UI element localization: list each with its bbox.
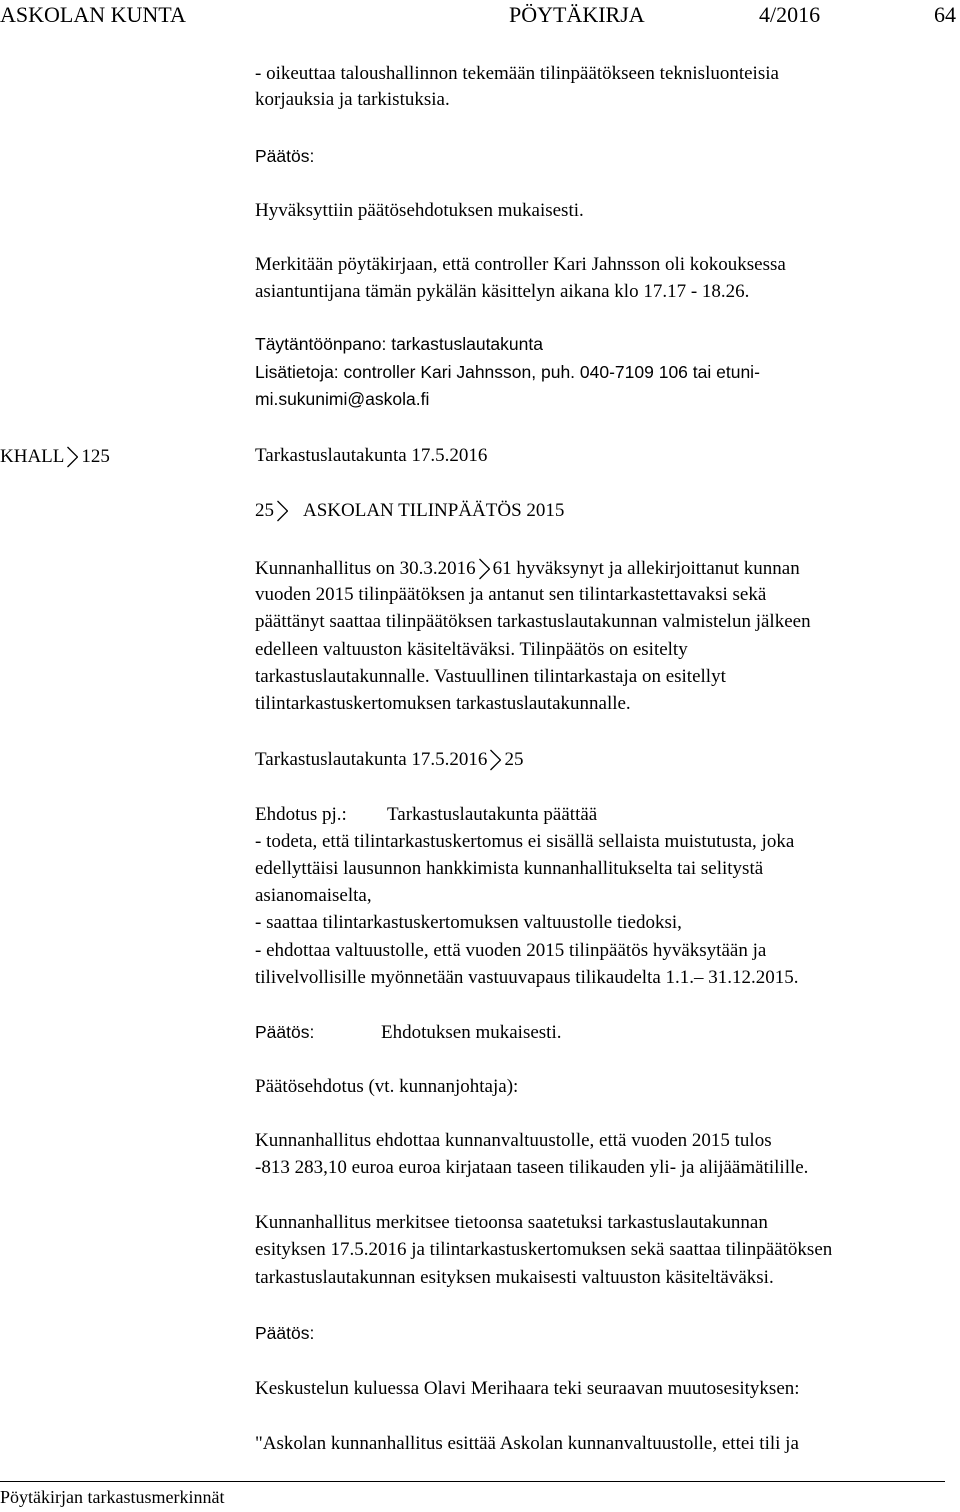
decision-label: Päätös: [255,146,315,166]
section-sign-icon [479,558,490,580]
board-para-text: 61 hyväksynyt ja allekirjoittanut kunnan [492,558,800,579]
paragraph-line: -813 283,10 euroa euroa kirjataan taseen tilikauden yli- ja alijäämätilille. [255,1157,809,1178]
proposal-line: asianomaiselta, [255,885,372,906]
board-meeting: Tarkastuslautakunta 17.5.2016 [255,445,488,466]
paragraph-line: tarkastuslautakunnan esityksen mukaisesti valtuuston käsiteltäväksi. [255,1267,774,1288]
header-page-number: 64 [934,2,956,27]
paragraph-line: Kunnanhallitus merkitsee tietoonsa saatetuksi tarkastuslautakunnan [255,1212,768,1233]
discussion-line: Keskustelun kuluessa Olavi Merihaara teki seuraavan muutosesityksen: [255,1378,800,1399]
agenda-item-title [255,500,564,522]
decision-text: Hyväksyttiin päätösehdotuksen mukaisesti. [255,200,584,221]
proposal-label: Päätösehdotus (vt. kunnanjohtaja): [255,1076,519,1097]
note-line: asiantuntijana tämän pykälän käsittelyn aikana klo 17.17 - 18.26. [255,281,750,302]
board-para-line: vuoden 2015 tilinpäätöksen ja antanut sen tilintarkastettavaksi sekä [255,584,767,605]
header-doc-type: PÖYTÄKIRJA [509,2,645,27]
board-para-line: tarkastuslautakunnalle. Vastuullinen tilintarkastaja on esitellyt [255,666,726,687]
reference-line [255,749,523,771]
reference-text: Tarkastuslautakunta 17.5.2016 [255,749,488,770]
body-line: korjauksia ja tarkistuksia. [255,89,450,110]
section-header [0,446,110,468]
proposal-label: Ehdotus pj.: [255,804,347,825]
info-line: Lisätietoja: controller Kari Jahnsson, puh. 040-7109 106 tai etuni- [255,362,760,382]
section-sign-icon [67,446,78,468]
decision-label: Päätös: [255,1323,315,1343]
paragraph-line: esityksen 17.5.2016 ja tilintarkastuskertomuksen sekä saattaa tilinpäätöksen [255,1239,833,1260]
header-issue: 4/2016 [759,2,821,27]
footer-label: Pöytäkirjan tarkastusmerkinnät [0,1487,225,1507]
board-para-line: tilintarkastuskertomuksen tarkastuslautakunnalle. [255,693,631,714]
footer-rule [0,1481,945,1482]
paragraph-line: Kunnanhallitus ehdottaa kunnanvaltuustolle, että vuoden 2015 tulos [255,1130,772,1151]
section-sign-icon [277,500,288,522]
note-line: Merkitään pöytäkirjaan, että controller Kari Jahnsson oli kokouksessa [255,254,786,275]
item-title: ASKOLAN TILINPÄÄTÖS 2015 [303,500,565,521]
decision-label: Päätös: [255,1022,315,1042]
section-code: KHALL [0,446,65,467]
item-number: 25 [255,500,274,521]
proposal-line: - ehdottaa valtuustolle, että vuoden 2015 tilinpäätös hyväksytään ja [255,940,767,961]
execution-line: Täytäntöönpano: tarkastuslautakunta [255,334,543,354]
section-number: 125 [81,446,110,467]
board-para-line: edelleen valtuuston käsiteltäväksi. Tilinpäätös on esitelty [255,639,688,660]
proposal-line: edellyttäisi lausunnon hankkimista kunnanhallitukselta tai selitystä [255,858,764,879]
proposal-line: - todeta, että tilintarkastuskertomus ei sisällä sellaista muistutusta, joka [255,831,795,852]
proposal-line: - saattaa tilintarkastuskertomuksen valtuustolle tiedoksi, [255,912,682,933]
board-para-line: päättänyt saattaa tilinpäätöksen tarkastuslautakunnan valmistelun jälkeen [255,611,811,632]
proposal-intro: Tarkastuslautakunta päättää [387,804,598,825]
body-line: - oikeuttaa taloushallinnon tekemään tilinpäätökseen teknisluonteisia [255,63,779,84]
reference-number: 25 [504,749,524,770]
section-sign-icon [490,749,501,771]
info-line: mi.sukunimi@askola.fi [255,389,430,409]
board-para-text: Kunnanhallitus on 30.3.2016 [255,558,476,579]
header-org: ASKOLAN KUNTA [0,2,186,27]
quote-line: "Askolan kunnanhallitus esittää Askolan kunnanvaltuustolle, ettei tili ja [255,1433,799,1454]
proposal-line: tilivelvollisille myönnetään vastuuvapaus tilikaudelta 1.1.– 31.12.2015. [255,967,799,988]
decision-text: Ehdotuksen mukaisesti. [381,1022,562,1043]
board-para-line [255,558,800,580]
